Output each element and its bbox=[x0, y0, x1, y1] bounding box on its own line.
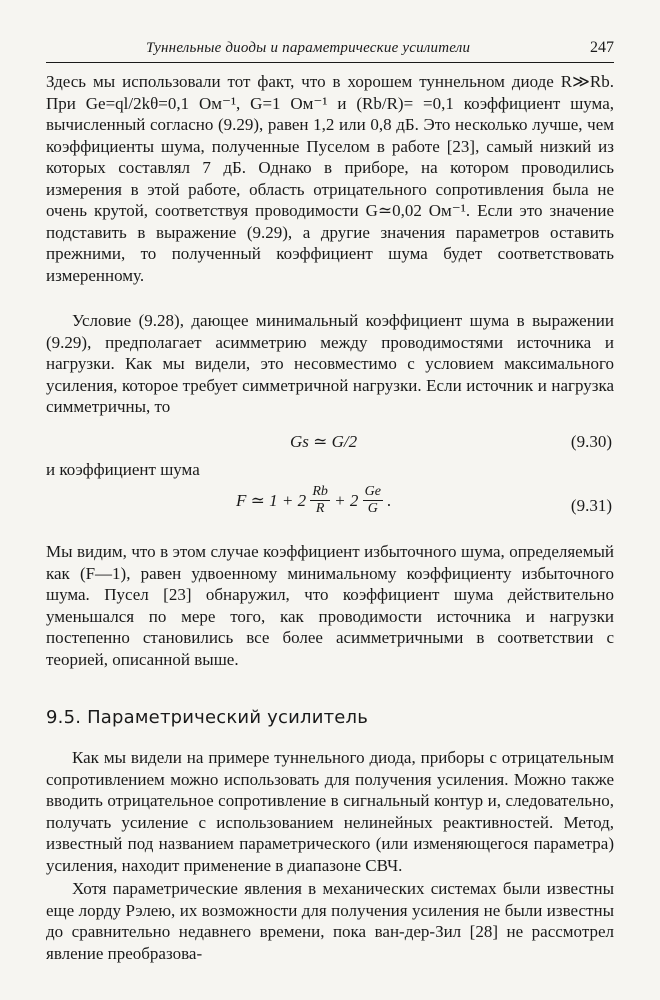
equation-number: (9.31) bbox=[570, 496, 612, 515]
fraction-numerator: Rb bbox=[312, 484, 328, 499]
paragraph-text: Как мы видели на примере туннельного диода, приборы с отрицательным сопротивлением можно использовать для получения усиления. Можно также вводить отрицательное сопротивление в сигнальный контур и, следовательно, получать усиление с использованием нелинейных реактивностей. Метод, известный под названием параметрического (или изменяющегося параметра) усиления, находит применение в диапазоне СВЧ. bbox=[46, 748, 614, 875]
equation-plus-term: + 2 bbox=[334, 490, 359, 510]
equation-period: . bbox=[387, 490, 392, 510]
equation-number: (9.30) bbox=[570, 432, 612, 451]
paragraph-condition bbox=[46, 310, 614, 418]
fraction-denominator: R bbox=[315, 501, 325, 516]
equation-lhs: F ≃ 1 + 2 bbox=[236, 490, 307, 510]
fraction-denominator: G bbox=[367, 501, 378, 516]
paragraph-noise-intro bbox=[46, 459, 614, 481]
fraction-rb-r bbox=[310, 484, 330, 517]
header-rule bbox=[46, 62, 614, 63]
equation-9-31 bbox=[46, 484, 614, 528]
equation-expression: Gs ≃ G/2 bbox=[290, 432, 358, 451]
fraction-numerator: Ge bbox=[364, 484, 381, 499]
paragraph-text: Хотя параметрические явления в механических системах были известны еще лорду Рэлею, их возможности для получения усиления не были известны до сравнительно недавнего времени, пока ван-дер-Зил [28] не рассмотрел явление преобразова- bbox=[46, 879, 614, 963]
equation-expression bbox=[236, 484, 391, 517]
paragraph-text: Условие (9.28), дающее минимальный коэффициент шума в выражении (9.29), предполагает асимметрию между проводимостями источника и нагрузки. Как мы видели, это несовместимо с условием максимального усиления, которое требует симметричной нагрузки. Если источник и нагрузка симметричны, то bbox=[46, 311, 614, 416]
paragraph-excess-noise bbox=[46, 541, 614, 670]
section-heading: 9.5. Параметрический усилитель bbox=[46, 707, 369, 728]
page-number: 247 bbox=[590, 39, 614, 56]
paragraph-parametric-intro bbox=[46, 747, 614, 876]
running-head bbox=[46, 36, 614, 60]
fraction-ge-g bbox=[363, 484, 383, 517]
running-title: Туннельные диоды и параметрические усилители bbox=[146, 40, 471, 56]
paragraph-text: Здесь мы использовали тот факт, что в хорошем туннельном диоде R≫Rb. При Ge=ql/2kθ=0,1 Ом⁻¹, G=1 Ом⁻¹ и (Rb/R)= =0,1 коэффициент шума, вычисленный согласно (9.29), равен 1,2 или 0,8 дБ. Это несколько лучше, чем коэффициенты шума, полученные Пуселом в работе [23], самый низкий из которых составлял 7 дБ. Однако в приборе, на котором проводились измерения в этой работе, область отрицательного сопротивления была не очень крутой, соответствуя проводимости G≃0,02 Ом⁻¹. Если это значение подставить в выражение (9.29), а другие значения параметров оставить прежними, то полученный коэффициент шума будет соответствовать измеренному. bbox=[46, 72, 614, 285]
paragraph-history bbox=[46, 878, 614, 964]
paragraph-text: Мы видим, что в этом случае коэффициент избыточного шума, определяемый как (F—1), равен удвоенному минимальному коэффициенту избыточного шума. Пусел [23] обнаружил, что коэффициент шума действительно уменьшался по мере того, как проводимости источника и нагрузки постепенно становились все более асимметричными в соответствии с теорией, описанной выше. bbox=[46, 542, 614, 669]
paragraph-noise-figure bbox=[46, 71, 614, 286]
paragraph-text: и коэффициент шума bbox=[46, 460, 200, 479]
equation-9-30 bbox=[46, 428, 614, 456]
